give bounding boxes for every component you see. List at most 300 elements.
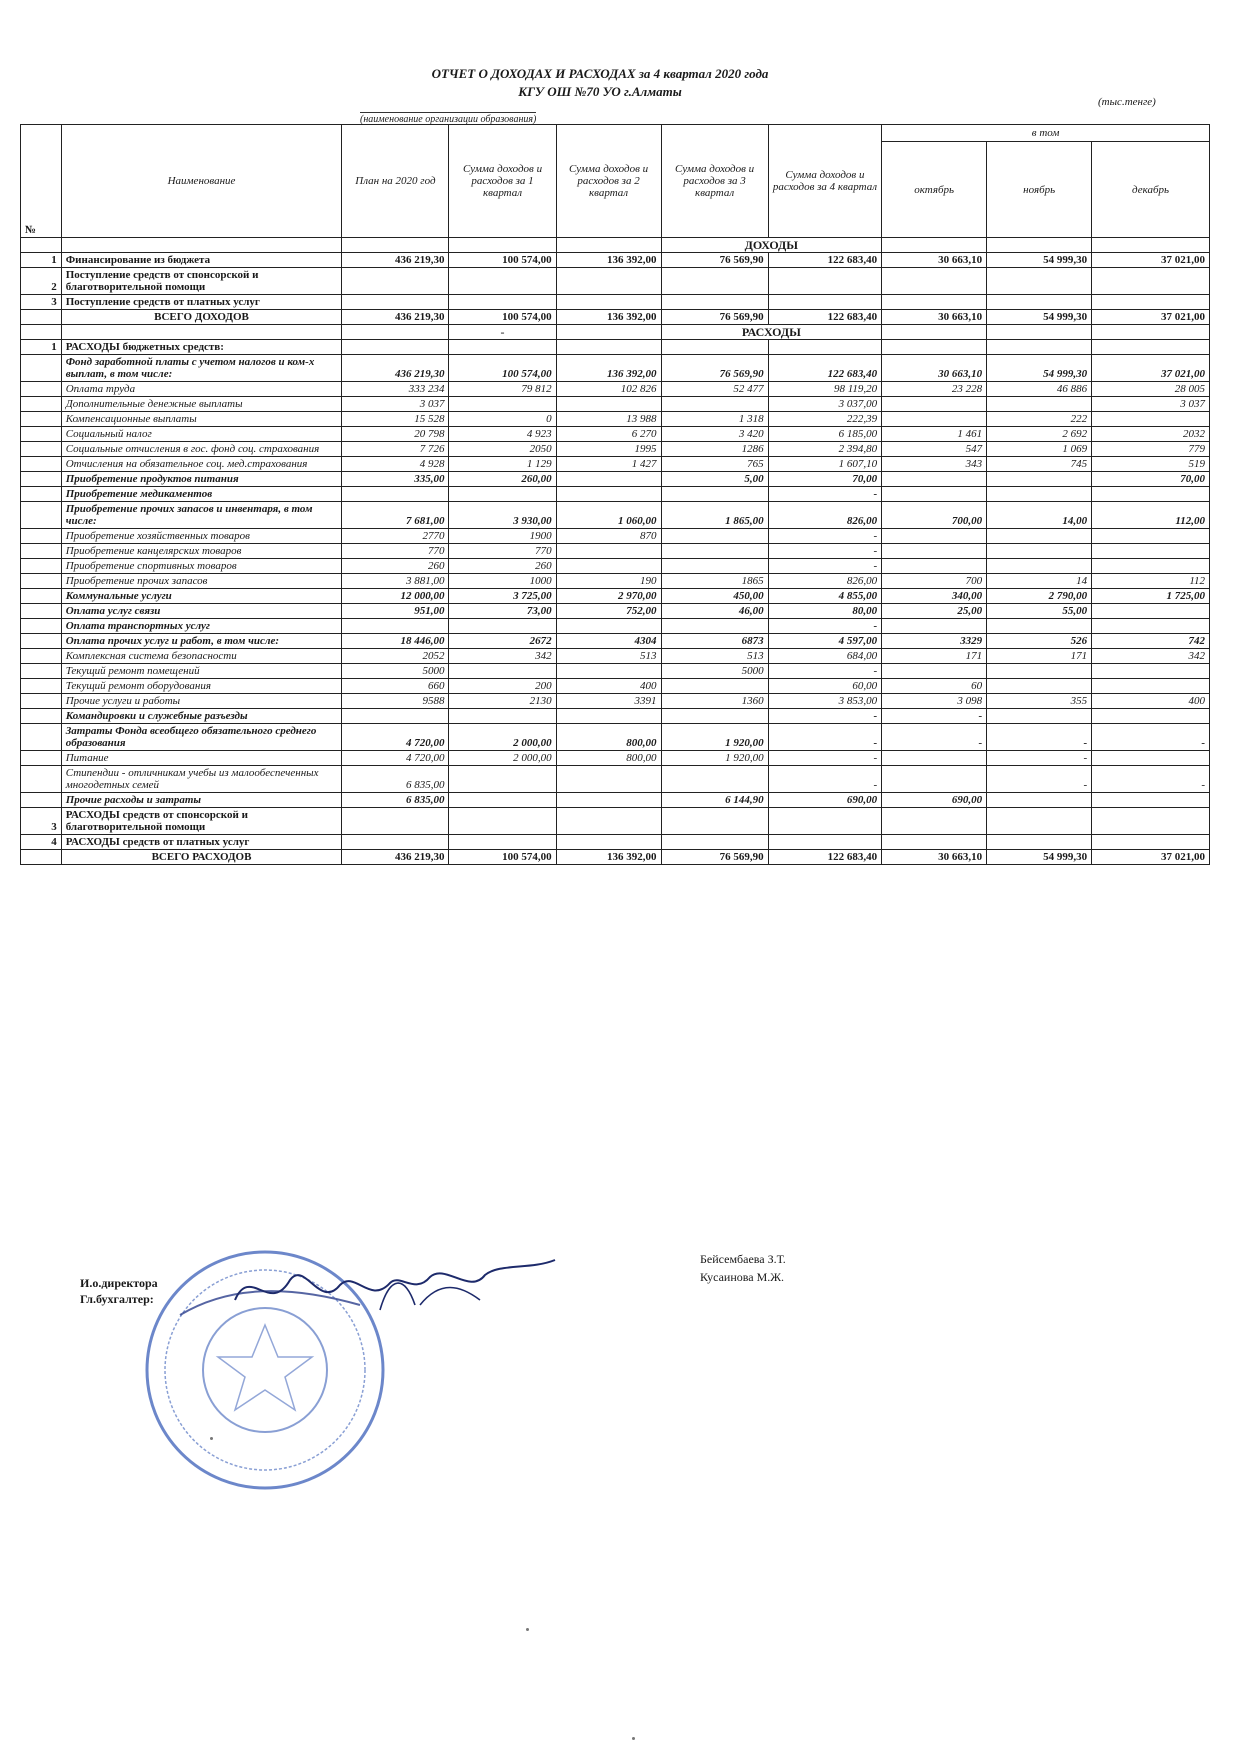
table-row xyxy=(21,574,1210,589)
row-number xyxy=(21,634,62,649)
value-cell: 80,00 xyxy=(768,604,882,619)
value-cell xyxy=(987,529,1092,544)
value-cell: 519 xyxy=(1092,457,1210,472)
value-cell: 1 920,00 xyxy=(661,724,768,751)
value-cell xyxy=(556,268,661,295)
row-name: Затраты Фонда всеобщего обязательного среднего образования xyxy=(61,724,342,751)
value-cell xyxy=(987,709,1092,724)
value-cell xyxy=(1092,529,1210,544)
row-number: 1 xyxy=(21,253,62,268)
value-cell xyxy=(1092,544,1210,559)
value-cell: - xyxy=(882,724,987,751)
value-cell: 1 865,00 xyxy=(661,502,768,529)
row-name: Приобретение спортивных товаров xyxy=(61,559,342,574)
row-number xyxy=(21,850,62,865)
value-cell: 700 xyxy=(882,574,987,589)
total-value-cell: 436 219,30 xyxy=(342,850,449,865)
value-cell: - xyxy=(768,751,882,766)
value-cell xyxy=(556,544,661,559)
value-cell: - xyxy=(768,619,882,634)
value-cell: 3 420 xyxy=(661,427,768,442)
value-cell xyxy=(449,793,556,808)
row-number xyxy=(21,427,62,442)
value-cell xyxy=(882,619,987,634)
value-cell xyxy=(661,766,768,793)
value-cell: 4 855,00 xyxy=(768,589,882,604)
value-cell: 3 725,00 xyxy=(449,589,556,604)
value-cell xyxy=(768,808,882,835)
value-cell: 122 683,40 xyxy=(768,355,882,382)
row-number: 1 xyxy=(21,340,62,355)
row-name: Социальный налог xyxy=(61,427,342,442)
value-cell: 3 037 xyxy=(342,397,449,412)
value-cell: 2050 xyxy=(449,442,556,457)
value-cell: 4 923 xyxy=(449,427,556,442)
value-cell: 1 427 xyxy=(556,457,661,472)
row-number xyxy=(21,397,62,412)
value-cell: 3 853,00 xyxy=(768,694,882,709)
value-cell xyxy=(882,808,987,835)
value-cell: 4 720,00 xyxy=(342,751,449,766)
table-row xyxy=(21,253,1210,268)
section-income-label: ДОХОДЫ xyxy=(661,238,882,253)
value-cell: 222,39 xyxy=(768,412,882,427)
value-cell: - xyxy=(987,724,1092,751)
row-number xyxy=(21,457,62,472)
value-cell: - xyxy=(987,766,1092,793)
value-cell: 6873 xyxy=(661,634,768,649)
value-cell xyxy=(661,619,768,634)
value-cell xyxy=(556,664,661,679)
value-cell: 742 xyxy=(1092,634,1210,649)
value-cell xyxy=(1092,751,1210,766)
value-cell: 870 xyxy=(556,529,661,544)
table-row xyxy=(21,604,1210,619)
value-cell xyxy=(882,472,987,487)
table-row xyxy=(21,835,1210,850)
value-cell xyxy=(882,529,987,544)
row-number: 2 xyxy=(21,268,62,295)
value-cell: 7 726 xyxy=(342,442,449,457)
value-cell xyxy=(661,397,768,412)
row-name: Приобретение канцелярских товаров xyxy=(61,544,342,559)
value-cell: 37 021,00 xyxy=(1092,253,1210,268)
value-cell xyxy=(556,619,661,634)
value-cell: 660 xyxy=(342,679,449,694)
value-cell xyxy=(987,397,1092,412)
value-cell xyxy=(882,559,987,574)
row-name: РАСХОДЫ бюджетных средств: xyxy=(61,340,342,355)
value-cell: 2 000,00 xyxy=(449,724,556,751)
table-row xyxy=(21,589,1210,604)
value-cell: 4 597,00 xyxy=(768,634,882,649)
row-name: Прочие услуги и работы xyxy=(61,694,342,709)
value-cell: 112,00 xyxy=(1092,502,1210,529)
value-cell xyxy=(342,619,449,634)
value-cell xyxy=(661,835,768,850)
value-cell: 1900 xyxy=(449,529,556,544)
value-cell xyxy=(882,340,987,355)
row-number xyxy=(21,442,62,457)
value-cell xyxy=(1092,808,1210,835)
table-row xyxy=(21,709,1210,724)
table-row xyxy=(21,559,1210,574)
value-cell: 800,00 xyxy=(556,751,661,766)
row-name: Комплексная система безопасности xyxy=(61,649,342,664)
value-cell: 770 xyxy=(449,544,556,559)
value-cell: 9588 xyxy=(342,694,449,709)
value-cell: 112 xyxy=(1092,574,1210,589)
table-row xyxy=(21,529,1210,544)
value-cell: 340,00 xyxy=(882,589,987,604)
value-cell: 4304 xyxy=(556,634,661,649)
value-cell xyxy=(556,709,661,724)
value-cell: 30 663,10 xyxy=(882,355,987,382)
row-name: Приобретение прочих запасов и инвентаря, в том числе: xyxy=(61,502,342,529)
value-cell: 79 812 xyxy=(449,382,556,397)
director-name: Бейсембаева З.Т. xyxy=(700,1252,786,1266)
organization-name: КГУ ОШ №70 УО г.Алматы xyxy=(518,84,682,99)
value-cell xyxy=(449,664,556,679)
value-cell: 98 119,20 xyxy=(768,382,882,397)
value-cell xyxy=(882,487,987,502)
table-row xyxy=(21,724,1210,751)
row-number xyxy=(21,355,62,382)
value-cell: 4 720,00 xyxy=(342,724,449,751)
row-name: Оплата транспортных услуг xyxy=(61,619,342,634)
value-cell xyxy=(449,340,556,355)
value-cell: - xyxy=(768,664,882,679)
table-row xyxy=(21,382,1210,397)
value-cell xyxy=(556,472,661,487)
row-number xyxy=(21,502,62,529)
value-cell: 18 446,00 xyxy=(342,634,449,649)
col-header-oct: октябрь xyxy=(882,142,987,238)
row-name: Командировки и служебные разъезды xyxy=(61,709,342,724)
value-cell: 2770 xyxy=(342,529,449,544)
value-cell: - xyxy=(768,766,882,793)
value-cell: 826,00 xyxy=(768,502,882,529)
value-cell: 15 528 xyxy=(342,412,449,427)
value-cell: 5000 xyxy=(661,664,768,679)
table-row xyxy=(21,649,1210,664)
signature-names xyxy=(700,1250,786,1286)
value-cell xyxy=(987,679,1092,694)
table-row xyxy=(21,268,1210,295)
value-cell xyxy=(661,559,768,574)
value-cell xyxy=(1092,604,1210,619)
value-cell: 73,00 xyxy=(449,604,556,619)
total-row xyxy=(21,850,1210,865)
value-cell xyxy=(449,487,556,502)
value-cell: 1 607,10 xyxy=(768,457,882,472)
table-row xyxy=(21,793,1210,808)
value-cell xyxy=(449,835,556,850)
value-cell xyxy=(882,751,987,766)
value-cell xyxy=(342,808,449,835)
signature-scribble xyxy=(230,1255,560,1325)
table-row xyxy=(21,295,1210,310)
value-cell: - xyxy=(768,529,882,544)
value-cell xyxy=(661,487,768,502)
value-cell xyxy=(556,340,661,355)
row-number xyxy=(21,544,62,559)
value-cell: 260 xyxy=(342,559,449,574)
value-cell: 6 185,00 xyxy=(768,427,882,442)
total-value-cell: 54 999,30 xyxy=(987,850,1092,865)
row-number: 3 xyxy=(21,808,62,835)
value-cell: 2032 xyxy=(1092,427,1210,442)
value-cell: 30 663,10 xyxy=(882,253,987,268)
table-row xyxy=(21,457,1210,472)
total-row xyxy=(21,310,1210,325)
row-number xyxy=(21,310,62,325)
value-cell xyxy=(987,472,1092,487)
value-cell: - xyxy=(768,544,882,559)
value-cell: 46 886 xyxy=(987,382,1092,397)
value-cell: 55,00 xyxy=(987,604,1092,619)
row-number xyxy=(21,412,62,427)
value-cell xyxy=(661,808,768,835)
table-row xyxy=(21,397,1210,412)
value-cell xyxy=(987,835,1092,850)
value-cell: 3329 xyxy=(882,634,987,649)
col-header-q1: Сумма доходов и расходов за 1 квартал xyxy=(449,125,556,238)
value-cell: 342 xyxy=(449,649,556,664)
col-header-no: № xyxy=(21,125,62,238)
total-value-cell: 76 569,90 xyxy=(661,310,768,325)
row-name: Стипендии - отличникам учебы из малообеспеченных многодетных семей xyxy=(61,766,342,793)
value-cell: 122 683,40 xyxy=(768,253,882,268)
value-cell xyxy=(768,268,882,295)
row-number xyxy=(21,709,62,724)
value-cell: 1 069 xyxy=(987,442,1092,457)
table-row xyxy=(21,487,1210,502)
row-name: Прочие расходы и затраты xyxy=(61,793,342,808)
value-cell: 2672 xyxy=(449,634,556,649)
value-cell xyxy=(987,559,1092,574)
row-name: Социальные отчисления в гос. фонд соц. страхования xyxy=(61,442,342,457)
value-cell xyxy=(1092,487,1210,502)
value-cell: 7 681,00 xyxy=(342,502,449,529)
accountant-label: Гл.бухгалтер: xyxy=(80,1292,154,1306)
value-cell: 5000 xyxy=(342,664,449,679)
value-cell: 800,00 xyxy=(556,724,661,751)
row-name: Оплата труда xyxy=(61,382,342,397)
row-name: РАСХОДЫ средств от платных услуг xyxy=(61,835,342,850)
value-cell: 1 461 xyxy=(882,427,987,442)
col-header-plan: План на 2020 год xyxy=(342,125,449,238)
value-cell xyxy=(882,835,987,850)
value-cell: 25,00 xyxy=(882,604,987,619)
value-cell: 222 xyxy=(987,412,1092,427)
scan-speck xyxy=(632,1737,635,1740)
row-number xyxy=(21,664,62,679)
value-cell xyxy=(661,709,768,724)
total-value-cell: 37 021,00 xyxy=(1092,850,1210,865)
value-cell: 20 798 xyxy=(342,427,449,442)
value-cell xyxy=(882,295,987,310)
value-cell: 343 xyxy=(882,457,987,472)
table-row xyxy=(21,664,1210,679)
value-cell: 355 xyxy=(987,694,1092,709)
value-cell: 102 826 xyxy=(556,382,661,397)
row-number xyxy=(21,604,62,619)
total-value-cell: 122 683,40 xyxy=(768,850,882,865)
row-name: Приобретение хозяйственных товаров xyxy=(61,529,342,544)
value-cell: 690,00 xyxy=(882,793,987,808)
value-cell xyxy=(1092,268,1210,295)
row-name: Фонд заработной платы с учетом налогов и ком-х выплат, в том числе: xyxy=(61,355,342,382)
value-cell xyxy=(342,268,449,295)
value-cell: 1 920,00 xyxy=(661,751,768,766)
value-cell xyxy=(342,340,449,355)
value-cell xyxy=(882,544,987,559)
value-cell xyxy=(768,835,882,850)
row-number xyxy=(21,559,62,574)
value-cell xyxy=(1092,709,1210,724)
row-name: Питание xyxy=(61,751,342,766)
value-cell xyxy=(768,340,882,355)
value-cell: 12 000,00 xyxy=(342,589,449,604)
value-cell xyxy=(449,268,556,295)
value-cell: 23 228 xyxy=(882,382,987,397)
row-name: Компенсационные выплаты xyxy=(61,412,342,427)
value-cell: - xyxy=(882,709,987,724)
value-cell xyxy=(342,487,449,502)
value-cell: 3 037,00 xyxy=(768,397,882,412)
total-value-cell: 136 392,00 xyxy=(556,850,661,865)
value-cell xyxy=(1092,619,1210,634)
value-cell: 333 234 xyxy=(342,382,449,397)
value-cell xyxy=(661,679,768,694)
value-cell: 13 988 xyxy=(556,412,661,427)
value-cell: - xyxy=(1092,724,1210,751)
row-number xyxy=(21,589,62,604)
value-cell xyxy=(987,295,1092,310)
row-number xyxy=(21,649,62,664)
value-cell: 1 318 xyxy=(661,412,768,427)
value-cell xyxy=(987,808,1092,835)
value-cell: 1865 xyxy=(661,574,768,589)
value-cell xyxy=(556,487,661,502)
value-cell: 2052 xyxy=(342,649,449,664)
value-cell: 6 835,00 xyxy=(342,793,449,808)
value-cell xyxy=(987,793,1092,808)
value-cell: 76 569,90 xyxy=(661,355,768,382)
total-value-cell: 76 569,90 xyxy=(661,850,768,865)
row-name: Дополнительные денежные выплаты xyxy=(61,397,342,412)
table-row xyxy=(21,472,1210,487)
table-row xyxy=(21,619,1210,634)
scan-speck xyxy=(526,1628,529,1631)
row-number xyxy=(21,724,62,751)
value-cell xyxy=(987,340,1092,355)
total-value-cell: 136 392,00 xyxy=(556,310,661,325)
value-cell xyxy=(556,835,661,850)
value-cell: 436 219,30 xyxy=(342,355,449,382)
total-value-cell: 30 663,10 xyxy=(882,850,987,865)
value-cell: 2 394,80 xyxy=(768,442,882,457)
value-cell xyxy=(342,295,449,310)
value-cell: 436 219,30 xyxy=(342,253,449,268)
row-number xyxy=(21,574,62,589)
table-row xyxy=(21,751,1210,766)
value-cell: 1 060,00 xyxy=(556,502,661,529)
value-cell xyxy=(1092,679,1210,694)
value-cell: 3 037 xyxy=(1092,397,1210,412)
value-cell: 2130 xyxy=(449,694,556,709)
value-cell xyxy=(556,397,661,412)
row-number xyxy=(21,487,62,502)
value-cell: 260,00 xyxy=(449,472,556,487)
col-header-nov: ноябрь xyxy=(987,142,1092,238)
value-cell: 547 xyxy=(882,442,987,457)
value-cell: 6 835,00 xyxy=(342,766,449,793)
value-cell: 54 999,30 xyxy=(987,355,1092,382)
total-value-cell: 122 683,40 xyxy=(768,310,882,325)
value-cell: 260 xyxy=(449,559,556,574)
value-cell: 54 999,30 xyxy=(987,253,1092,268)
director-label: И.о.директора xyxy=(80,1276,158,1290)
row-name: Приобретение продуктов питания xyxy=(61,472,342,487)
table-row xyxy=(21,412,1210,427)
total-value-cell: 100 574,00 xyxy=(449,310,556,325)
value-cell xyxy=(556,295,661,310)
value-cell xyxy=(556,808,661,835)
row-name: Текущий ремонт оборудования xyxy=(61,679,342,694)
value-cell xyxy=(1092,340,1210,355)
col-header-q4: Сумма доходов и расходов за 4 квартал xyxy=(768,125,882,238)
value-cell xyxy=(987,268,1092,295)
total-value-cell: 30 663,10 xyxy=(882,310,987,325)
value-cell: 70,00 xyxy=(1092,472,1210,487)
value-cell: 76 569,90 xyxy=(661,253,768,268)
value-cell: 37 021,00 xyxy=(1092,355,1210,382)
units-note: (тыс.тенге) xyxy=(1098,96,1156,108)
value-cell: 1286 xyxy=(661,442,768,457)
value-cell: 1995 xyxy=(556,442,661,457)
value-cell: 752,00 xyxy=(556,604,661,619)
value-cell xyxy=(449,709,556,724)
value-cell: - xyxy=(768,724,882,751)
row-number xyxy=(21,472,62,487)
value-cell xyxy=(342,835,449,850)
section-expenses-label: РАСХОДЫ xyxy=(661,325,882,340)
value-cell xyxy=(449,808,556,835)
value-cell xyxy=(342,709,449,724)
value-cell: 700,00 xyxy=(882,502,987,529)
value-cell: 951,00 xyxy=(342,604,449,619)
value-cell: 450,00 xyxy=(661,589,768,604)
value-cell: 826,00 xyxy=(768,574,882,589)
total-value-cell: 436 219,30 xyxy=(342,310,449,325)
value-cell xyxy=(556,793,661,808)
total-value-cell: 100 574,00 xyxy=(449,850,556,865)
row-number xyxy=(21,619,62,634)
total-value-cell: 54 999,30 xyxy=(987,310,1092,325)
table-row xyxy=(21,766,1210,793)
value-cell xyxy=(1092,412,1210,427)
value-cell: - xyxy=(768,487,882,502)
row-name: Приобретение медикаментов xyxy=(61,487,342,502)
value-cell xyxy=(768,295,882,310)
value-cell xyxy=(661,544,768,559)
row-number xyxy=(21,529,62,544)
row-name: Коммунальные услуги xyxy=(61,589,342,604)
section-income-row xyxy=(21,238,1210,253)
col-header-q3: Сумма доходов и расходов за 3 квартал xyxy=(661,125,768,238)
